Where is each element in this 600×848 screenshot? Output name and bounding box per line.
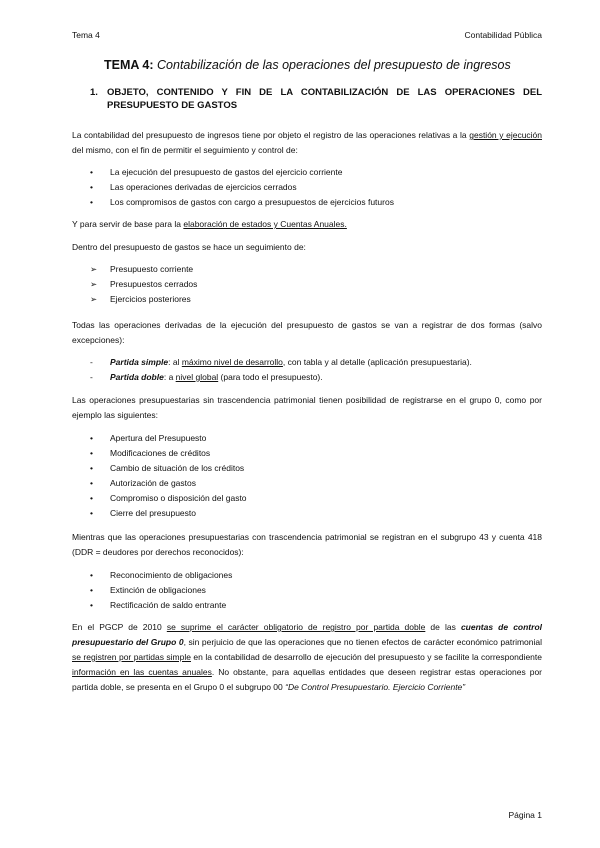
- list-item: • Modificaciones de créditos: [90, 446, 247, 461]
- bullet-icon: •: [90, 600, 93, 610]
- list-item: ➢ Presupuesto corriente: [90, 262, 197, 277]
- bullet-list-2: [90, 431, 247, 521]
- paragraph-1: [72, 128, 542, 158]
- bullet-icon: •: [90, 433, 93, 443]
- list-item: • La ejecución del presupuesto de gastos del ejercicio corriente: [90, 165, 394, 180]
- dash-list: [90, 355, 472, 385]
- bullet-icon: •: [90, 182, 93, 192]
- list-item: • Los compromisos de gastos con cargo a presupuestos de ejercicios futuros: [90, 195, 394, 210]
- bullet-icon: •: [90, 167, 93, 177]
- section-heading: [90, 86, 542, 112]
- page-title: [104, 58, 511, 72]
- header-right: Contabilidad Pública: [464, 30, 542, 40]
- section-number: 1.: [90, 87, 98, 98]
- paragraph-6: Mientras que las operaciones presupuestarias con trascendencia patrimonial se registran en el subgrupo 43 y cuenta 418 (DDR = deudores por derechos reconocidos):: [72, 532, 542, 557]
- arrow-bullet-icon: ➢: [90, 294, 98, 304]
- header-left: Tema 4: [72, 30, 100, 40]
- bullet-icon: •: [90, 508, 93, 518]
- title-prefix: TEMA 4:: [104, 58, 154, 72]
- paragraph-7: En el PGCP de 2010 se suprime el carácter obligatorio de registro por partida doble de las cuentas de control presupuestario del Grupo 0, sin perjuicio de que las operaciones que no tienen efectos de carácter económico patrimonial se registren por partidas simple en la contabilidad de desarrollo de ejecución del presupuesto y se facilite la correspondiente información en las cuentas anuales. No obstante, para aquellas entidades que deseen registrar estas operaciones por partida doble, se presenta en el Grupo 0 el subgrupo 00 “De Control Presupuestario. Ejercicio Corriente”: [72, 622, 543, 692]
- list-item: • Cierre del presupuesto: [90, 506, 247, 521]
- list-item: • Compromiso o disposición del gasto: [90, 491, 247, 506]
- bullet-icon: •: [90, 197, 93, 207]
- bullet-list-3: [90, 568, 232, 613]
- paragraph-4: Todas las operaciones derivadas de la ejecución del presupuesto de gastos se van a registrar de dos formas (salvo excepciones):: [72, 320, 542, 345]
- list-item: • Rectificación de saldo entrante: [90, 598, 232, 613]
- p1-underline: gestión y ejecución: [469, 130, 543, 140]
- p1-text-b: del mismo, con el fin de permitir el seguimiento y control de:: [72, 145, 298, 155]
- list-item: • Autorización de gastos: [90, 476, 247, 491]
- p2-text: Y para servir de base para la: [72, 219, 184, 229]
- bullet-icon: •: [90, 493, 93, 503]
- section-title: OBJETO, CONTENIDO Y FIN DE LA CONTABILIZACIÓN DE LAS OPERACIONES DEL PRESUPUESTO DE GASTOS: [107, 87, 542, 111]
- arrow-bullet-icon: ➢: [90, 264, 98, 274]
- list-item: ➢ Presupuestos cerrados: [90, 277, 197, 292]
- page-number: Página 1: [508, 810, 542, 820]
- dash-bullet-icon: -: [90, 372, 93, 382]
- list-item: - Partida doble: a nivel global (para todo el presupuesto).: [90, 370, 472, 385]
- list-item: • Apertura del Presupuesto: [90, 431, 247, 446]
- list-item: • Reconocimiento de obligaciones: [90, 568, 232, 583]
- p1-text-a: La contabilidad del presupuesto de ingresos tiene por objeto el registro de las operaciones relativas a la: [72, 130, 470, 140]
- p2-underline: elaboración de estados y Cuentas Anuales.: [183, 219, 347, 229]
- list-item: • Extinción de obligaciones: [90, 583, 232, 598]
- arrow-bullet-icon: ➢: [90, 279, 98, 289]
- title-text: Contabilización de las operaciones del presupuesto de ingresos: [157, 58, 511, 72]
- paragraph-2: [72, 217, 542, 232]
- dash-bullet-icon: -: [90, 357, 93, 367]
- bullet-icon: •: [90, 570, 93, 580]
- bullet-icon: •: [90, 448, 93, 458]
- paragraph-5: Las operaciones presupuestarias sin trascendencia patrimonial tienen posibilidad de registrarse en el grupo 0, como por ejemplo las siguientes:: [72, 395, 542, 420]
- list-item: • Las operaciones derivadas de ejercicios cerrados: [90, 180, 394, 195]
- bullet-list-1: [90, 165, 394, 210]
- list-item: ➢ Ejercicios posteriores: [90, 292, 197, 307]
- list-item: • Cambio de situación de los créditos: [90, 461, 247, 476]
- bullet-icon: •: [90, 478, 93, 488]
- bullet-icon: •: [90, 463, 93, 473]
- list-item: - Partida simple: al máximo nivel de desarrollo, con tabla y al detalle (aplicación presupuestaria).: [90, 355, 472, 370]
- arrow-list: [90, 262, 197, 307]
- paragraph-3: Dentro del presupuesto de gastos se hace un seguimiento de:: [72, 242, 306, 252]
- bullet-icon: •: [90, 585, 93, 595]
